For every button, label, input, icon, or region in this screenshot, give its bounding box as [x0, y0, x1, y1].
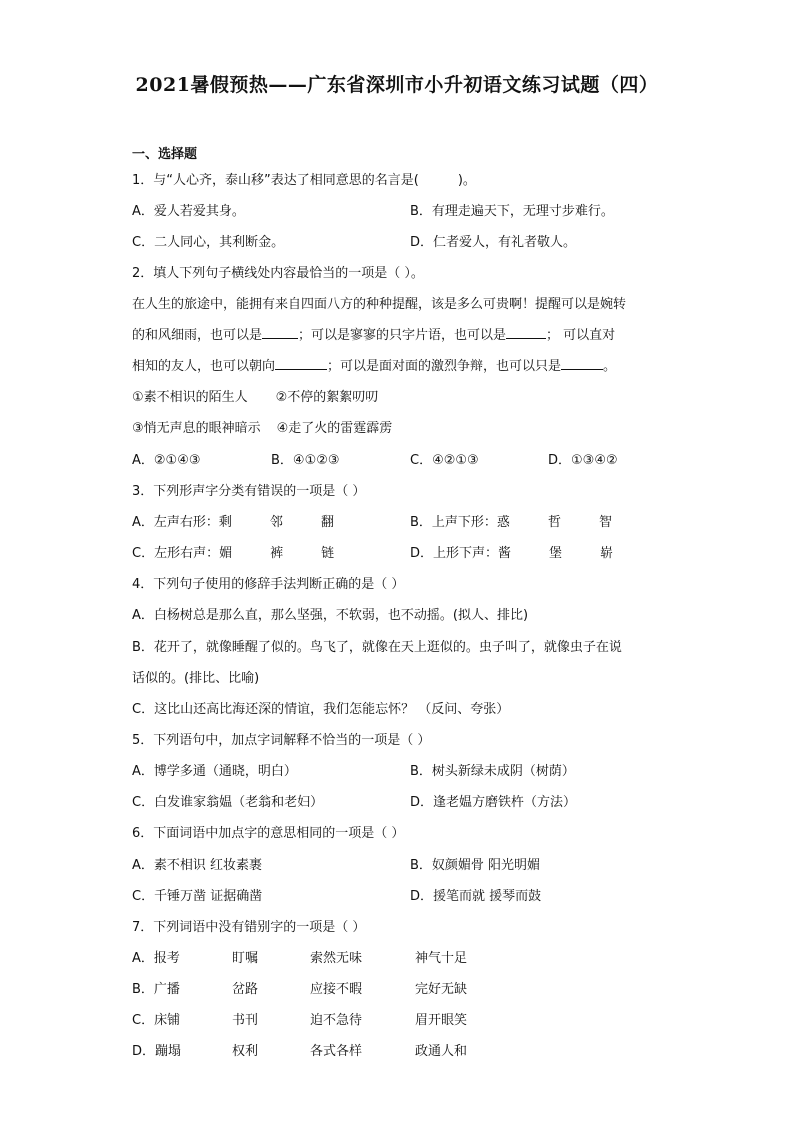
q6-option-a: A．素不相识 红妆素裹 — [132, 858, 263, 873]
q7-option-c-word2: 书刊 — [232, 1013, 259, 1028]
q1-option-b: B．有理走遍天下，无理寸步难行。 — [410, 204, 614, 219]
q2-passage-text: 。 — [603, 359, 617, 374]
q3-char: 惑 — [496, 515, 510, 530]
q2-passage-line2 — [132, 326, 615, 346]
q3-char: 链 — [321, 546, 335, 561]
q4-option-c: C．这比山还高比海还深的情谊，我们怎能忘怀？ （反问、夸张） — [132, 702, 510, 717]
q1-option-a: A．爱人若爱其身。 — [132, 204, 245, 219]
q3-option-label: A．左声右形： — [132, 515, 219, 530]
answer-blank — [506, 326, 546, 339]
q5-option-d: D．逢老媪方磨铁杵（方法） — [410, 795, 577, 810]
q3-option-a — [132, 513, 334, 533]
q6-option-b: B．奴颜媚骨 阳光明媚 — [410, 858, 541, 873]
answer-blank — [561, 357, 603, 370]
q7-option-d-word1: D．蹦塌 — [132, 1044, 182, 1059]
q6-option-d: D．援笔而就 援琴而鼓 — [410, 889, 542, 904]
q7-option-d-word2: 权利 — [232, 1044, 259, 1059]
q7-option-a-word1: A．报考 — [132, 951, 180, 966]
q7-option-c-word4: 眉开眼笑 — [415, 1013, 468, 1028]
q7-option-c-word1: C．床铺 — [132, 1013, 181, 1028]
q2-option-c: C．④②①③ — [410, 453, 479, 468]
q5-option-a: A．博学多通（通晓，明白） — [132, 764, 297, 779]
answer-blank — [275, 357, 327, 370]
q3-option-d — [410, 544, 613, 564]
q5-option-c: C．白发谁家翁媪（老翁和老妇） — [132, 795, 324, 810]
q2-option-b: B．④①②③ — [271, 453, 340, 468]
q3-option-c — [132, 544, 334, 564]
section-heading: 一、选择题 — [132, 147, 198, 162]
q2-choice-4: ④走了火的雷霆霹雳 — [276, 421, 393, 436]
q4-stem: 4．下列句子使用的修辞手法判断正确的是（ ） — [132, 577, 405, 592]
q3-stem: 3．下列形声字分类有错误的一项是（ ） — [132, 484, 366, 499]
q3-char: 智 — [598, 515, 612, 530]
q3-option-label: D．上形下声： — [410, 546, 499, 561]
q3-option-b — [410, 513, 612, 533]
q1-option-d: D．仁者爱人，有礼者敬人。 — [410, 235, 577, 250]
q3-option-label: C．左形右声： — [132, 546, 220, 561]
q3-char: 酱 — [498, 546, 512, 561]
q2-choices-row2 — [132, 419, 392, 439]
q3-char: 剩 — [218, 515, 232, 530]
q7-option-b-word4: 完好无缺 — [415, 982, 468, 997]
q2-passage-text: ；可以是寥寥的只字片语，也可以是 — [298, 328, 507, 343]
q7-option-b-word3: 应接不暇 — [310, 982, 363, 997]
q1-option-c: C．二人同心，其利断金。 — [132, 235, 285, 250]
q2-passage-text: 相知的友人，也可以朝向 — [132, 359, 276, 374]
q3-char: 堡 — [549, 546, 563, 561]
q7-option-a-word2: 盯嘱 — [232, 951, 259, 966]
q2-choice-2: ②不停的絮絮叨叨 — [275, 390, 379, 405]
q2-passage-line3 — [132, 357, 616, 377]
q2-passage-text: ； 可以直对 — [546, 328, 616, 343]
q3-option-label: B．上声下形： — [410, 515, 497, 530]
q3-char: 崭 — [600, 546, 614, 561]
q3-char: 翻 — [320, 515, 334, 530]
q2-stem: 2．填人下列句子横线处内容最恰当的一项是（ ）。 — [132, 266, 424, 281]
q7-option-b-word1: B．广播 — [132, 982, 180, 997]
q3-char: 媚 — [219, 546, 233, 561]
q2-passage-text: ；可以是面对面的激烈争辩，也可以只是 — [327, 359, 562, 374]
q1-stem: 1．与“人心齐，泰山移”表达了相同意思的名言是( )。 — [132, 173, 476, 188]
q2-passage-line1: 在人生的旅途中，能拥有来自四面八方的种种提醒，该是多么可贵啊！提醒可以是婉转 — [132, 297, 627, 312]
q2-option-d: D．①③④② — [548, 453, 618, 468]
q7-option-c-word3: 迫不急待 — [310, 1013, 363, 1028]
q7-stem: 7．下列词语中没有错别字的一项是（ ） — [132, 920, 366, 935]
q4-option-b-line2: 话似的。(排比、比喻) — [132, 671, 260, 686]
q3-char: 哲 — [547, 515, 561, 530]
q2-option-a: A．②①④③ — [132, 453, 201, 468]
q3-char: 裤 — [270, 546, 284, 561]
q4-option-a: A．白杨树总是那么直，那么坚强，不软弱，也不动摇。(拟人、排比) — [132, 608, 529, 623]
q2-passage-text: 的和风细雨，也可以是 — [132, 328, 263, 343]
answer-blank — [262, 326, 298, 339]
q2-choices-row1 — [132, 388, 378, 408]
q6-option-c: C．千锤万凿 证据确凿 — [132, 889, 263, 904]
q7-option-b-word2: 岔路 — [232, 982, 259, 997]
q7-option-d-word3: 各式各样 — [310, 1044, 363, 1059]
q2-choice-3: ③悄无声息的眼神暗示 — [132, 421, 261, 436]
q7-option-a-word4: 神气十足 — [415, 951, 468, 966]
q6-stem: 6．下面词语中加点字的意思相同的一项是（ ） — [132, 826, 405, 841]
q2-choice-1: ①素不相识的陌生人 — [132, 390, 248, 405]
q5-stem: 5．下列语句中，加点字词解释不恰当的一项是（ ） — [132, 733, 431, 748]
q4-option-b-line1: B．花开了，就像睡醒了似的。鸟飞了，就像在天上逛似的。虫子叫了，就像虫子在说 — [132, 640, 622, 655]
q7-option-a-word3: 索然无味 — [310, 951, 363, 966]
q5-option-b: B．树头新绿未成阴（树荫） — [410, 764, 575, 779]
page-title: 2021暑假预热——广东省深圳市小升初语文练习试题（四） — [135, 74, 659, 96]
q3-char: 邻 — [269, 515, 283, 530]
q7-option-d-word4: 政通人和 — [415, 1044, 468, 1059]
